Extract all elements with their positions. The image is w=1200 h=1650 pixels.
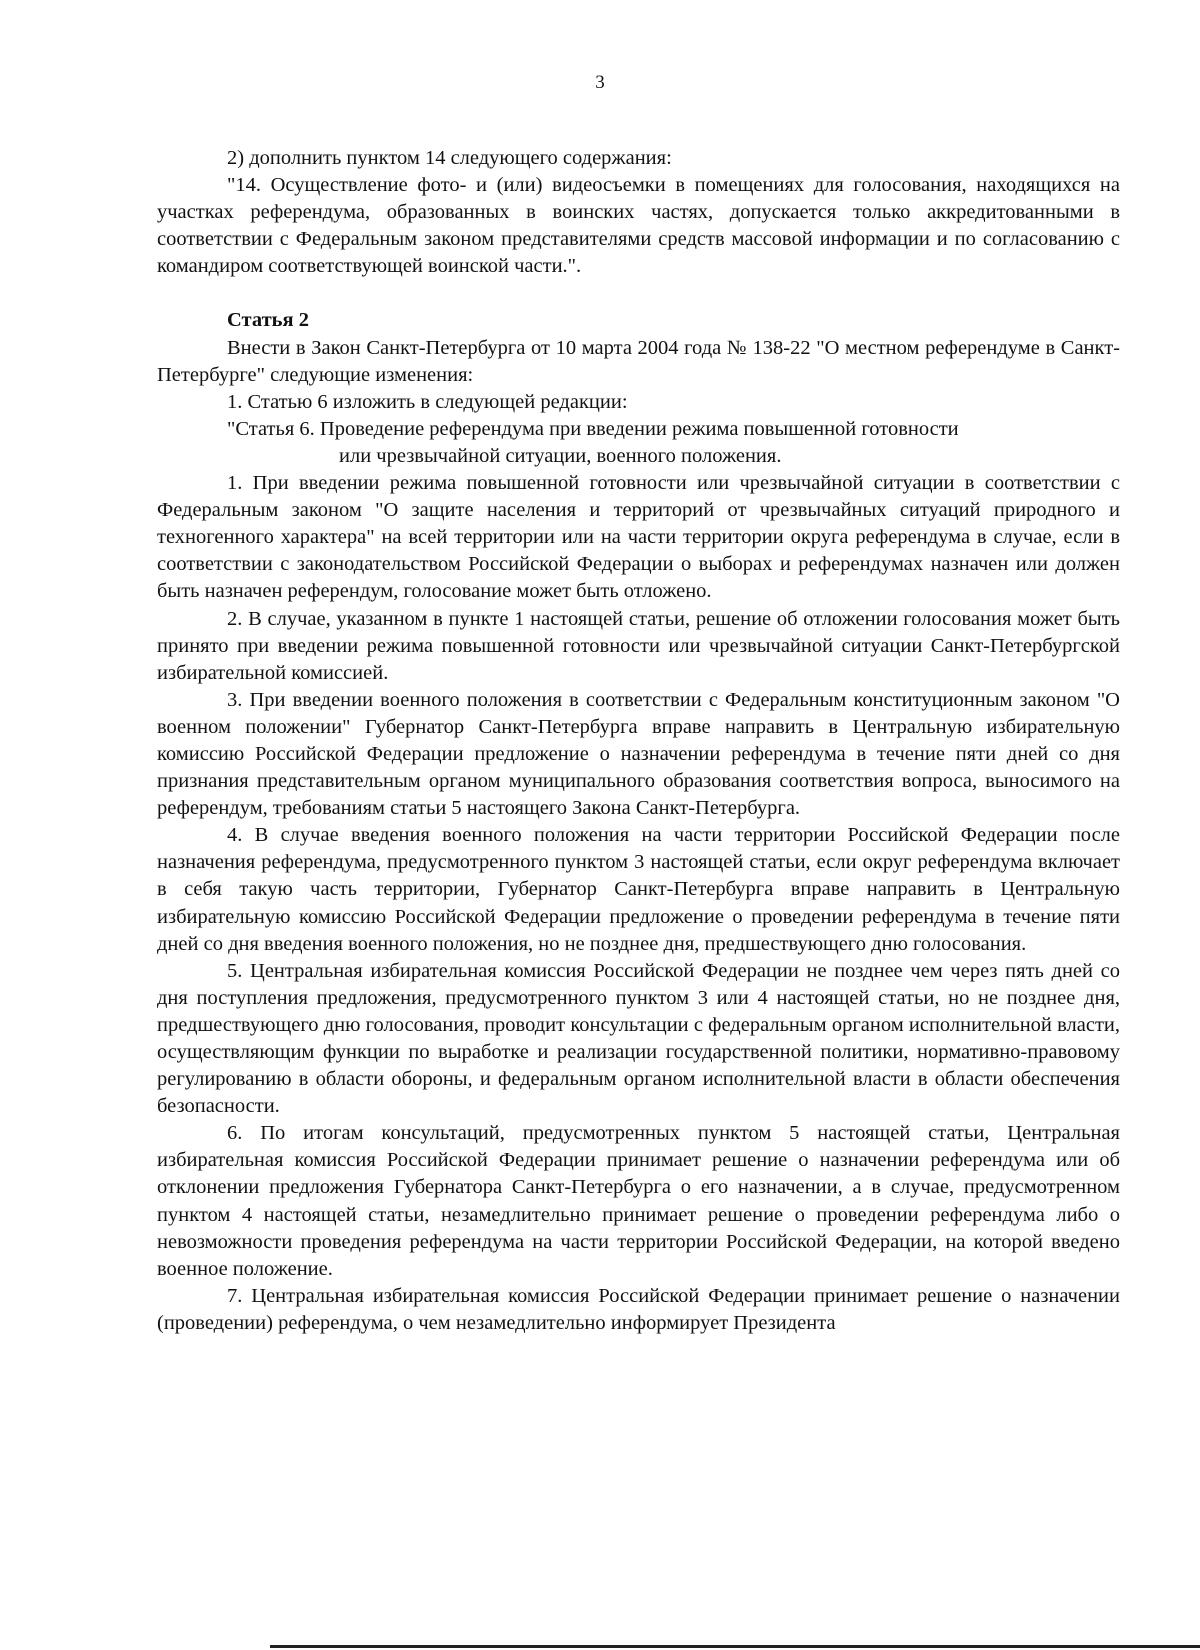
- document-body: [157, 145, 1120, 1337]
- amendment-text-point-14: "14. Осуществление фото- и (или) видеосъемки в помещениях для голосования, находящихся на участках референдума, образованных в воинских частях, допускается только аккредитованными в соответствии с Федеральным законом представителями средств массовой информации и по согласованию с командиром соответствующей воинской части.".: [157, 174, 1120, 278]
- page-number: 3: [595, 72, 605, 93]
- article-6-title-line-1: "Статья 6. Проведение референдума при введении режима повышенной готовности: [227, 417, 959, 440]
- amendment-instruction: 2) дополнить пунктом 14 следующего содержания:: [227, 147, 672, 169]
- article-6-point-4: 4. В случае введения военного положения на части территории Российской Федерации после назначения референдума, предусмотренного пунктом 3 настоящей статьи, если округ референдума включает в себя такую часть территории, Губернатор Санкт-Петербурга вправе направить в Центральную избирательную комиссию Российской Федерации предложение о проведении референдума в течение пяти дней со дня введения военного положения, но не позднее дня, предшествующего дню голосования.: [157, 824, 1120, 955]
- article-6-point-3: 3. При введении военного положения в соответствии с Федеральным конституционным законом "О военном положении" Губернатор Санкт-Петербурга вправе направить в Центральную избирательную комиссию Российской Федерации предложение о назначении референдума в течение пяти дней со дня признания представительным органом муниципального образования соответствия вопроса, выносимого на референдум, требованиям статьи 5 настоящего Закона Санкт-Петербурга.: [157, 688, 1120, 820]
- article-6-title: [157, 416, 1120, 470]
- article-6-point-2: 2. В случае, указанном в пункте 1 настоящей статьи, решение об отложении голосования может быть принято при введении режима повышенной готовности или чрезвычайной ситуации Санкт-Петербургской избирательной комиссией.: [157, 607, 1120, 684]
- article-6-point-1: 1. При введении режима повышенной готовности или чрезвычайной ситуации в соответствии с Федеральным законом "О защите населения и территорий от чрезвычайных ситуаций природного и техногенного характера" на всей территории или на части территории округа референдума в случае, если в соответствии с законодательством Российской Федерации о выборах и референдумах назначен или должен быть назначен референдум, голосование может быть отложено.: [157, 472, 1120, 603]
- article-amendment-item-1: 1. Статью 6 изложить в следующей редакции:: [227, 390, 628, 413]
- article-intro: Внести в Закон Санкт-Петербурга от 10 марта 2004 года № 138-22 "О местном референдуме в Санкт-Петербурге" следующие изменения:: [157, 336, 1120, 386]
- paragraph-spacer: [157, 280, 1120, 307]
- article-heading: Статья 2: [227, 309, 309, 332]
- article-6-title-line-2: или чрезвычайной ситуации, военного положения.: [339, 444, 782, 467]
- article-6-point-7: 7. Центральная избирательная комиссия Российской Федерации принимает решение о назначении (проведении) референдума, о чем незамедлительно информирует Президента: [157, 1284, 1120, 1334]
- page-bottom-edge-rule: [270, 1645, 1200, 1648]
- article-6-point-6: 6. По итогам консультаций, предусмотренных пунктом 5 настоящей статьи, Центральная избирательная комиссия Российской Федерации принимает решение о назначении референдума или об отклонении предложения Губернатора Санкт-Петербурга о его назначении, а в случае, предусмотренном пунктом 4 настоящей статьи, незамедлительно принимает решение о проведении референдума либо о невозможности проведения референдума на части территории Российской Федерации, на которой введено военное положение.: [157, 1122, 1120, 1280]
- article-6-point-5: 5. Центральная избирательная комиссия Российской Федерации не позднее чем через пять дней со дня поступления предложения, предусмотренного пунктом 3 или 4 настоящей статьи, но не позднее дня, предшествующего дню голосования, проводит консультации с федеральным органом исполнительной власти, осуществляющим функции по выработке и реализации государственной политики, нормативно-правовому регулированию в области обороны, и федеральным органом исполнительной власти в области обеспечения безопасности.: [157, 959, 1120, 1118]
